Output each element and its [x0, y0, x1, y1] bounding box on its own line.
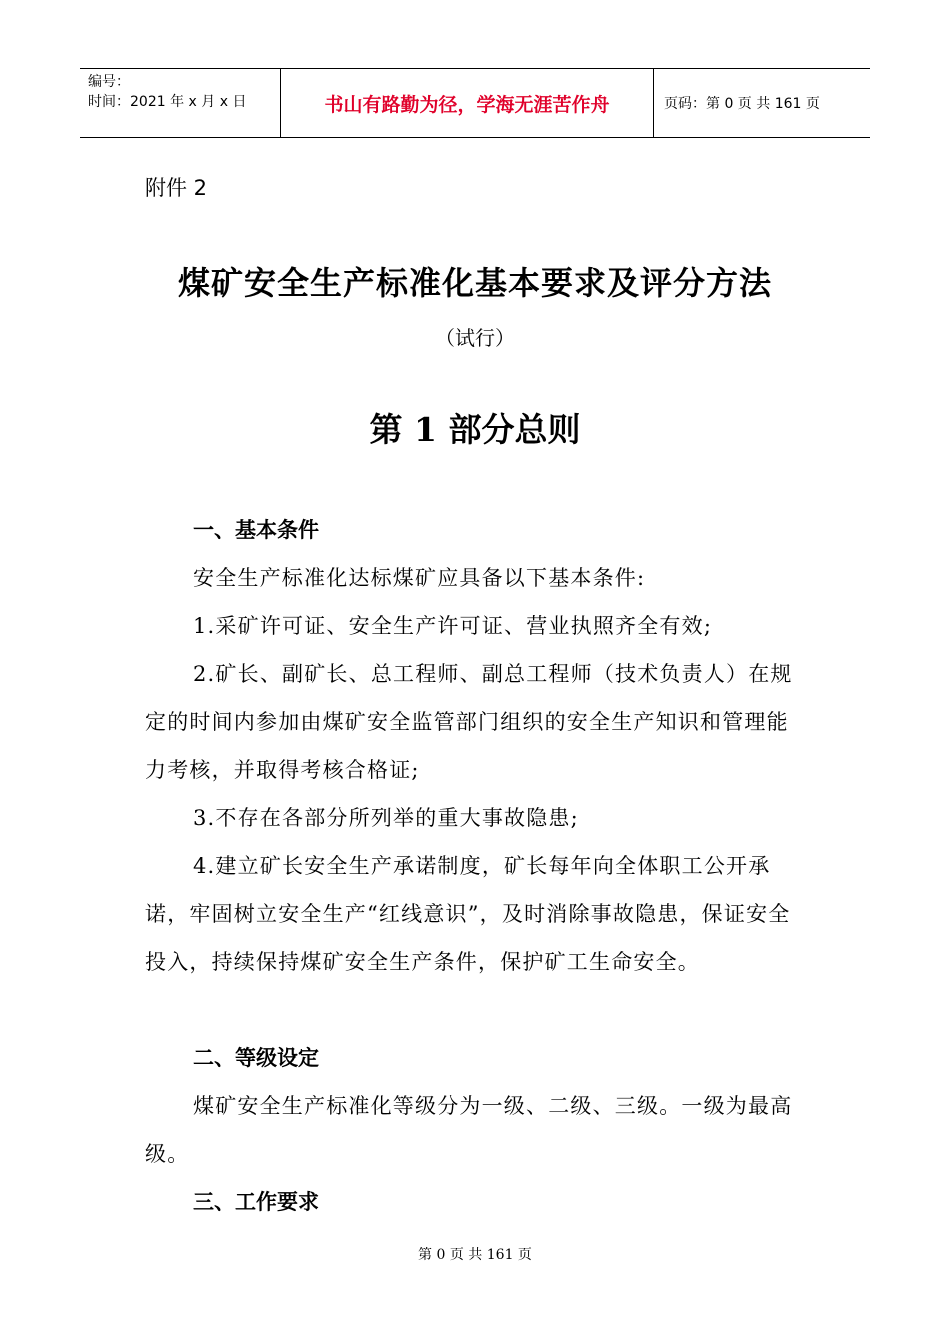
paragraph-levels: 煤矿安全生产标准化等级分为一级、二级、三级。一级为最高级。	[145, 1094, 793, 1166]
section-heading-work-requirements: 三、工作要求	[193, 1190, 319, 1214]
page-header	[80, 68, 870, 138]
paragraph-item-1: 1.采矿许可证、安全生产许可证、营业执照齐全有效;	[193, 614, 713, 638]
document-title: 煤矿安全生产标准化基本要求及评分方法	[177, 264, 772, 302]
time-label: 时间：2021 年 x 月 x 日	[88, 94, 247, 110]
document-subtitle: （试行）	[435, 326, 515, 350]
header-meta	[80, 69, 280, 137]
page-code-text: 页码：第 0 页 共 161 页	[664, 96, 820, 112]
section-basic-conditions-body	[145, 554, 805, 986]
number-label: 编号：	[88, 74, 130, 90]
paragraph-intro: 安全生产标准化达标煤矿应具备以下基本条件:	[193, 566, 646, 590]
paragraph-item-2: 2.矿长、副矿长、总工程师、副总工程师（技术负责人）在规定的时间内参加由煤矿安全监管部门组织的安全生产知识和管理能力考核，并取得考核合格证;	[145, 662, 793, 782]
header-motto-cell	[280, 69, 654, 137]
section-heading-basic-conditions: 一、基本条件	[193, 518, 319, 542]
header-page-code	[654, 69, 870, 137]
header-motto: 书山有路勤为径，学海无涯苦作舟	[324, 93, 610, 116]
page-footer: 第 0 页 共 161 页	[418, 1247, 532, 1263]
annex-label: 附件 2	[145, 176, 208, 200]
part-title: 第 1 部分总则	[369, 410, 581, 449]
section-levels-body	[145, 1082, 805, 1178]
paragraph-item-4: 4.建立矿长安全生产承诺制度，矿长每年向全体职工公开承诺，牢固树立安全生产“红线意识”，及时消除事故隐患，保证安全投入，持续保持煤矿安全生产条件，保护矿工生命安全。	[145, 854, 791, 974]
section-heading-levels: 二、等级设定	[193, 1046, 319, 1070]
paragraph-item-3: 3.不存在各部分所列举的重大事故隐患;	[193, 806, 579, 830]
